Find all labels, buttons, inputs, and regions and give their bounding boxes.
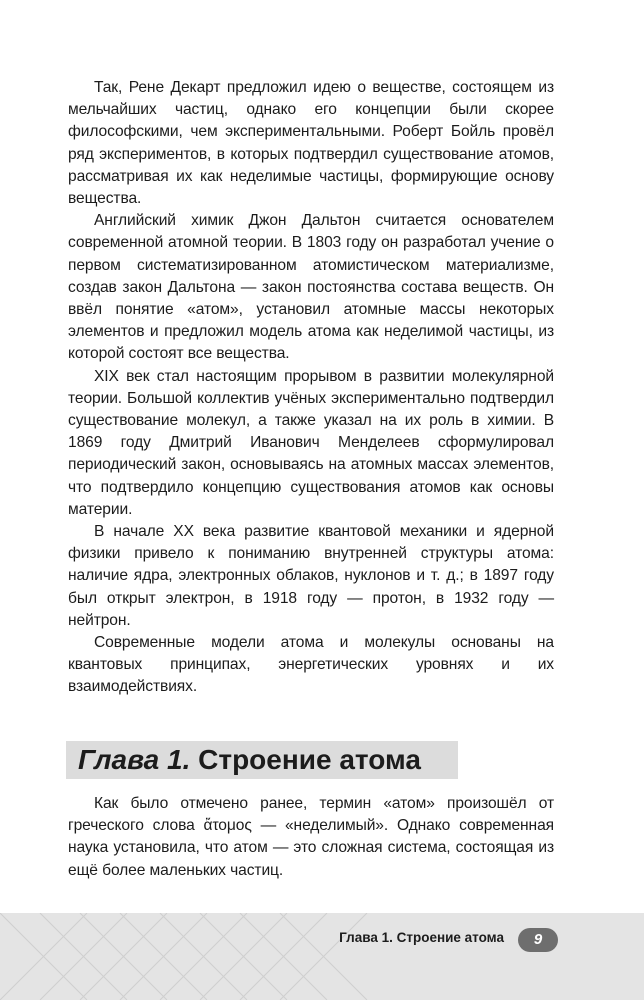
page-number: 9 — [518, 928, 558, 952]
paragraph-intro: Как было отмечено ранее, термин «атом» произошёл от греческого слова ἄτομος — «неделимый». Однако современная наука установила, что атом — это сложная система, состоящая из ещё более маленьких частиц. — [68, 795, 554, 879]
chapter-intro — [68, 793, 554, 882]
paragraph-dalton: Английский химик Джон Дальтон считается основателем современной атомной теории. В 1803 году он разработал учение о первом систематизированном атомистическом материализме, создав закон Дальтона — закон постоянства состава веществ. Он ввёл понятие «атом», установил атомные массы некоторых элементов и предложил модель атома как неделимой частицы, из которой состоят все вещества. — [68, 212, 554, 363]
paragraph-modern-models: Современные модели атома и молекулы основаны на квантовых принципах, энергетических уровнях и их взаимодействиях. — [68, 634, 554, 696]
body-text — [68, 77, 554, 699]
running-title: Глава 1. Строение атома — [339, 930, 504, 945]
paragraph-20th-century: В начале XX века развитие квантовой механики и ядерной физики привело к пониманию внутренней структуры атома: наличие ядра, электронных облаков, нуклонов и т. д.; в 1897 году был открыт электрон, в 1918 году — протон, в 1932 году — нейтрон. — [68, 523, 554, 629]
page-footer — [0, 913, 644, 1000]
footer-pattern — [0, 913, 644, 1000]
paragraph-19th-century: XIX век стал настоящим прорывом в развитии молекулярной теории. Большой коллектив учёных экспериментально подтвердил существование молекул, а также указал на их роль в химии. В 1869 году Дмитрий Иванович Менделеев сформулировал периодический закон, основываясь на атомных массах элементов, что подтвердило концепцию существования атомов как основы материи. — [68, 367, 554, 518]
chapter-label: Глава 1. — [78, 744, 191, 775]
chapter-title: Строение атома — [198, 744, 421, 775]
chapter-heading — [66, 741, 458, 779]
paragraph-descartes-boyle: Так, Рене Декарт предложил идею о веществе, состоящем из мельчайших частиц, однако его концепции были скорее философскими, чем экспериментальными. Роберт Бойль провёл ряд экспериментов, в которых подтвердил существование атомов, рассматривая их как неделимые частицы, формирующие основу вещества. — [68, 79, 554, 208]
